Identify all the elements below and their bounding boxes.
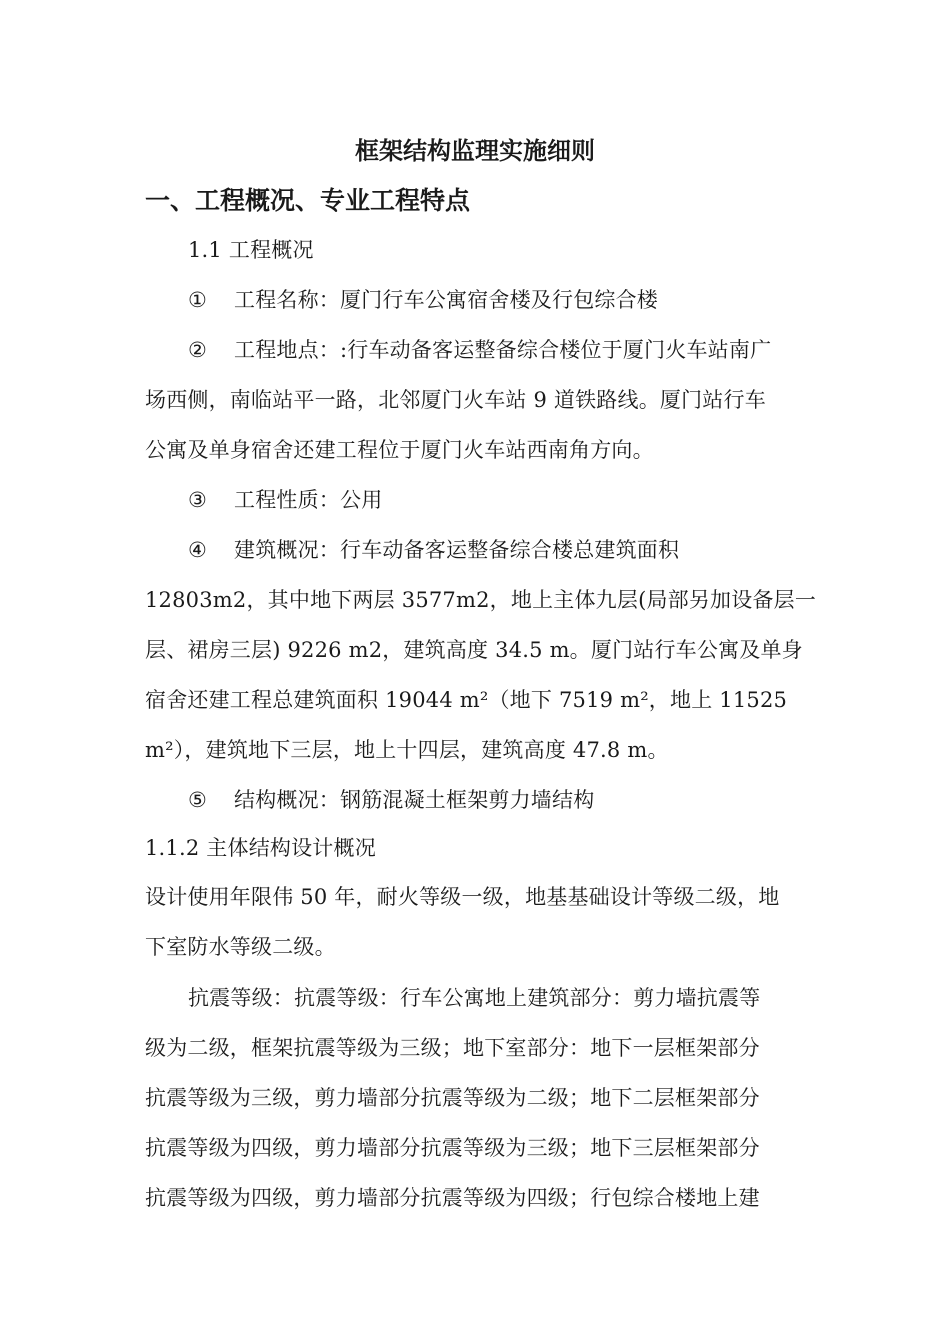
- list-item: [188, 285, 658, 315]
- subsection-title: 1.1 工程概况: [188, 238, 314, 262]
- paragraph-line: 级为二级，框架抗震等级为三级；地下室部分：地下一层框架部分: [145, 1036, 760, 1060]
- paragraph-line: 抗震等级为四级，剪力墙部分抗震等级为四级；行包综合楼地上建: [145, 1186, 760, 1210]
- paragraph-line: m²），建筑地下三层，地上十四层，建筑高度 47.8 m。: [145, 738, 669, 762]
- item-marker: ⑤: [188, 788, 208, 812]
- list-item: [188, 485, 382, 515]
- item-marker: ①: [188, 288, 208, 312]
- list-item: [188, 335, 771, 365]
- document-title: 框架结构监理实施细则: [355, 137, 595, 165]
- item-marker: ④: [188, 538, 208, 562]
- paragraph-line: 抗震等级为三级，剪力墙部分抗震等级为二级；地下二层框架部分: [145, 1086, 760, 1110]
- paragraph-line: 场西侧，南临站平一路，北邻厦门火车站 9 道铁路线。厦门站行车: [145, 388, 766, 412]
- list-item: [188, 535, 679, 565]
- item-text: 建筑概况：行车动备客运整备综合楼总建筑面积: [234, 538, 680, 562]
- item-text: 工程性质：公用: [234, 488, 383, 512]
- item-text: 结构概况：钢筋混凝土框架剪力墙结构: [234, 788, 595, 812]
- list-item: [188, 785, 594, 815]
- item-text: 工程名称：厦门行车公寓宿舍楼及行包综合楼: [234, 288, 658, 312]
- item-marker: ③: [188, 488, 208, 512]
- paragraph-line: 抗震等级：抗震等级：行车公寓地上建筑部分：剪力墙抗震等: [188, 986, 761, 1010]
- paragraph-line: 层、裙房三层) 9226 m2，建筑高度 34.5 m。厦门站行车公寓及单身: [145, 638, 803, 662]
- item-text: 工程地点：:行车动备客运整备综合楼位于厦门火车站南广: [234, 338, 772, 362]
- item-marker: ②: [188, 338, 208, 362]
- paragraph-line: 公寓及单身宿舍还建工程位于厦门火车站西南角方向。: [145, 438, 654, 462]
- paragraph-line: 宿舍还建工程总建筑面积 19044 m²（地下 7519 m²，地上 11525: [145, 688, 788, 712]
- paragraph-line: 设计使用年限伟 50 年，耐火等级一级，地基基础设计等级二级，地: [145, 885, 780, 909]
- section-heading: 一、工程概况、专业工程特点: [145, 186, 471, 215]
- paragraph-line: 抗震等级为四级，剪力墙部分抗震等级为三级；地下三层框架部分: [145, 1136, 760, 1160]
- paragraph-line: 12803m2，其中地下两层 3577m2，地上主体九层(局部另加设备层一: [145, 588, 817, 612]
- subsection-title: 1.1.2 主体结构设计概况: [145, 836, 376, 860]
- paragraph-line: 下室防水等级二级。: [145, 935, 336, 959]
